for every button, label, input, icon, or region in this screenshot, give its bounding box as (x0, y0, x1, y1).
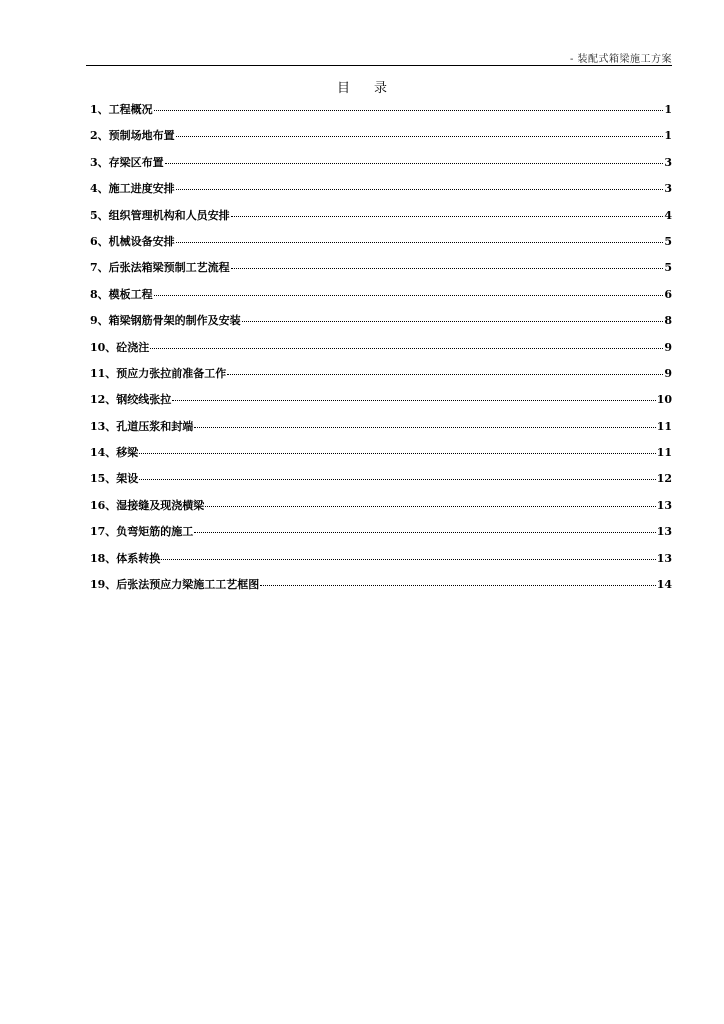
toc-dot-leader (165, 162, 664, 164)
toc-entry[interactable] (90, 339, 672, 365)
toc-dot-leader (176, 135, 664, 137)
toc-dot-leader (154, 294, 664, 296)
toc-entry[interactable] (90, 497, 672, 523)
toc-page-number: 13 (656, 525, 672, 539)
toc-entry-label: 6、机械设备安排 (90, 234, 175, 248)
toc-entry-label: 4、施工进度安排 (90, 182, 175, 196)
toc-entry[interactable] (90, 233, 672, 259)
toc-entry-label: 1、工程概况 (90, 103, 153, 116)
toc-page-number: 6 (664, 287, 672, 301)
toc-entry[interactable] (90, 391, 672, 417)
table-of-contents (90, 101, 672, 602)
toc-entry[interactable] (90, 365, 672, 391)
toc-dot-leader (139, 452, 655, 454)
toc-page-number: 12 (656, 472, 672, 486)
toc-dot-leader (150, 347, 663, 349)
toc-page-number: 3 (664, 155, 672, 169)
toc-entry[interactable] (90, 550, 672, 576)
toc-page-number: 9 (664, 340, 672, 354)
toc-entry[interactable] (90, 180, 672, 206)
toc-entry[interactable] (90, 207, 672, 233)
toc-entry[interactable] (90, 576, 672, 602)
toc-entry-label: 17、负弯矩筋的施工 (90, 525, 194, 539)
toc-entry-label: 9、箱梁钢筋骨架的制作及安装 (90, 314, 241, 328)
toc-entry[interactable] (90, 418, 672, 444)
toc-dot-leader (161, 558, 655, 560)
toc-page-number: 3 (664, 182, 672, 196)
toc-entry[interactable] (90, 312, 672, 338)
toc-dot-leader (242, 320, 664, 322)
toc-entry[interactable] (90, 101, 672, 127)
toc-page-number: 14 (656, 578, 672, 592)
toc-entry-label: 13、孔道压浆和封端 (90, 419, 194, 433)
toc-entry-label: 14、移梁 (90, 446, 139, 460)
toc-dot-leader (139, 478, 655, 480)
toc-page-number: 1 (664, 129, 672, 143)
toc-dot-leader (194, 531, 655, 533)
toc-entry[interactable] (90, 444, 672, 470)
toc-entry-label: 10、砼浇注 (90, 340, 150, 354)
toc-entry-label: 19、后张法预应力梁施工工艺框图 (90, 578, 260, 592)
toc-entry-label: 18、体系转换 (90, 551, 161, 565)
toc-dot-leader (227, 373, 663, 375)
toc-dot-leader (176, 188, 664, 190)
toc-dot-leader (231, 267, 664, 269)
toc-entry-label: 8、模板工程 (90, 287, 153, 301)
toc-page-number: 5 (664, 261, 672, 275)
toc-entry[interactable] (90, 259, 672, 285)
toc-entry-label: 12、钢绞线张拉 (90, 393, 172, 407)
toc-entry[interactable] (90, 470, 672, 496)
toc-entry-label: 5、组织管理机构和人员安排 (90, 208, 230, 222)
toc-entry-label: 11、预应力张拉前准备工作 (90, 366, 227, 380)
toc-page-number: 5 (664, 234, 672, 248)
toc-entry-label: 7、后张法箱梁预制工艺流程 (90, 261, 230, 275)
toc-page-number: 11 (656, 419, 672, 433)
toc-dot-leader (194, 426, 655, 428)
toc-page-number: 4 (664, 208, 672, 222)
toc-page-number: 13 (656, 498, 672, 512)
toc-entry[interactable] (90, 127, 672, 153)
toc-dot-leader (176, 241, 664, 243)
toc-entry-label: 3、存梁区布置 (90, 155, 164, 169)
toc-dot-leader (205, 505, 655, 507)
toc-entry-label: 2、预制场地布置 (90, 129, 175, 143)
toc-dot-leader (260, 584, 655, 586)
toc-dot-leader (231, 215, 664, 217)
toc-entry[interactable] (90, 286, 672, 312)
toc-page-number: 13 (656, 551, 672, 565)
toc-page-number: 9 (664, 366, 672, 380)
toc-title: 目录 (336, 81, 411, 96)
toc-entry-label: 16、湿接缝及现浇横梁 (90, 498, 205, 512)
toc-entry-label: 15、架设 (90, 472, 139, 486)
toc-entry[interactable] (90, 154, 672, 180)
toc-page-number: 8 (664, 314, 672, 328)
toc-dot-leader (172, 399, 655, 401)
toc-page-number: 1 (664, 103, 672, 116)
toc-page-number: 10 (656, 393, 672, 407)
toc-page-number: 11 (656, 446, 672, 460)
toc-entry[interactable] (90, 523, 672, 549)
header-divider (86, 65, 672, 66)
toc-dot-leader (154, 109, 664, 111)
page-header: - 装配式箱梁施工方案 (569, 54, 672, 65)
